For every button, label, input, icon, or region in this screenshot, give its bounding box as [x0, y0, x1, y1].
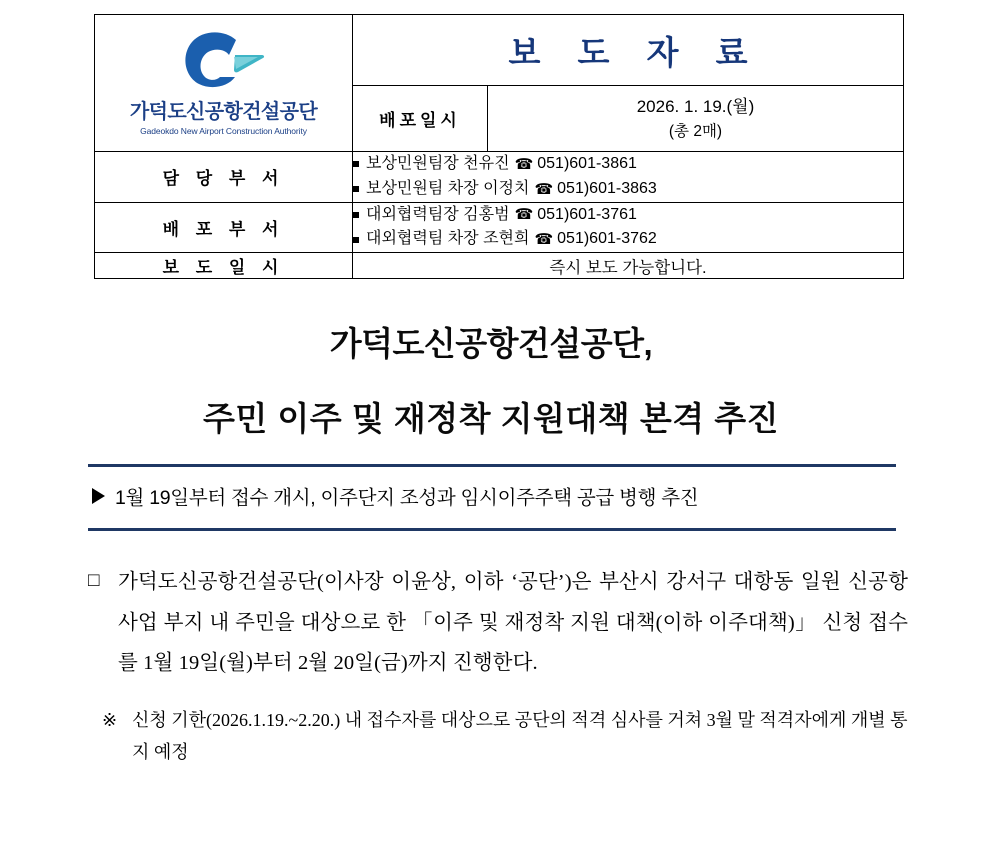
square-bullet-icon: [353, 212, 359, 218]
distribution-date-value: [488, 86, 904, 152]
contact-phone: 051)601-3762: [557, 230, 657, 248]
headline-line-2: 주민 이주 및 재정착 지원대책 본격 추진: [202, 400, 780, 437]
divider-top: [88, 464, 896, 467]
subheadline-text: 1월 19일부터 접수 개시, 이주단지 조성과 임시이주주택 공급 병행 추진: [115, 487, 699, 509]
body-paragraph: [88, 562, 908, 684]
divider-bottom: [88, 528, 896, 531]
square-bullet-icon: [353, 186, 359, 192]
in-charge-contacts: [353, 152, 904, 203]
contact-line: [353, 152, 903, 177]
contact-line: [353, 203, 903, 228]
contact-name: 보상민원팀 차장 이정치: [366, 179, 530, 197]
gadeokdo-airport-logo-mark: [178, 31, 270, 93]
contact-phone: 051)601-3863: [557, 179, 657, 197]
page-title: [0, 318, 982, 440]
release-time-label: 보 도 일 시: [95, 253, 353, 279]
contact-phone: 051)601-3761: [537, 205, 637, 223]
contact-name: 대외협력팀장 김홍범: [366, 205, 510, 223]
distribution-department-contacts: [353, 202, 904, 253]
phone-icon: ☎: [514, 155, 534, 173]
body-content: [88, 562, 908, 769]
logo-org-subtitle: Gadeokdo New Airport Construction Authority: [140, 125, 307, 136]
square-bullet-icon: [353, 237, 359, 243]
triangle-right-icon: [92, 488, 105, 504]
distribution-date-line2: (총 2매): [668, 122, 723, 140]
contact-line: [353, 177, 903, 202]
paragraph-marker: □: [88, 570, 100, 591]
distribution-date-line1: 2026. 1. 19.(월): [636, 97, 755, 117]
phone-icon: ☎: [534, 180, 554, 198]
contact-name: 보상민원팀장 천유진: [366, 155, 510, 172]
document-type-title-cell: [353, 15, 904, 86]
square-bullet-icon: [353, 161, 359, 167]
header-info-table: [94, 14, 904, 279]
distribution-department-label: 배 포 부 서: [95, 202, 353, 253]
logo-org-name: 가덕도신공항건설공단: [129, 100, 318, 123]
contact-line: [353, 227, 903, 252]
body-note: [88, 704, 908, 769]
contact-name: 대외협력팀 차장 조현희: [366, 230, 530, 248]
note-marker: ※: [102, 709, 118, 730]
phone-icon: ☎: [534, 231, 554, 249]
document-type-title: 보 도 자 료: [508, 33, 762, 71]
note-text: 신청 기한(2026.1.19.~2.20.) 내 접수자를 대상으로 공단의 적격 심사를 거쳐 3월 말 적격자에게 개별 통지 예정: [132, 709, 908, 763]
contact-phone: 051)601-3861: [537, 155, 637, 172]
subheadline: [92, 482, 912, 510]
distribution-date-label: 배포일시: [353, 86, 488, 152]
phone-icon: ☎: [514, 206, 534, 224]
in-charge-department-label: 담 당 부 서: [95, 152, 353, 203]
paragraph-text: 가덕도신공항건설공단(이사장 이윤상, 이하 ‘공단’)은 부산시 강서구 대항동 일원 신공항 사업 부지 내 주민을 대상으로 한 「이주 및 재정착 지원 대책(이하 이주대책)」 신청 접수를 1월 19일(월)부터 2월 20일(금)까지 진행한다.: [118, 571, 908, 675]
headline-line-1: 가덕도신공항건설공단,: [329, 325, 653, 362]
release-time-value: 즉시 보도 가능합니다.: [353, 253, 904, 279]
organization-logo: [95, 15, 353, 152]
